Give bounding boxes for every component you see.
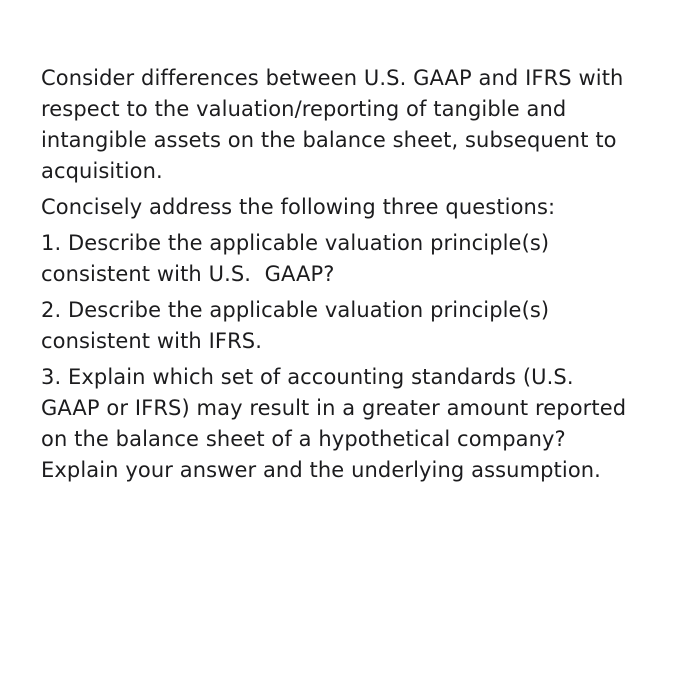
text-line: 2. Describe the applicable valuation principle(s) [41,298,550,322]
text-line: Consider differences between U.S. GAAP and IFRS with [41,66,624,90]
text-line: intangible assets on the balance sheet, subsequent to [41,128,617,152]
text-line: 1. Describe the applicable valuation principle(s) [41,231,550,255]
intro-paragraph [41,63,671,187]
question-2 [41,295,671,357]
text-line: consistent with U.S. GAAP? [41,262,335,286]
question-3 [41,362,671,486]
question-1 [41,228,671,290]
text-line: respect to the valuation/reporting of tangible and [41,97,567,121]
text-line: Concisely address the following three questions: [41,195,556,219]
text-line: acquisition. [41,159,163,183]
text-line: GAAP or IFRS) may result in a greater amount reported [41,396,627,420]
instruction-paragraph [41,192,671,223]
question-text [41,63,671,486]
text-line: Explain your answer and the underlying assumption. [41,458,601,482]
text-line: on the balance sheet of a hypothetical company? [41,427,566,451]
text-line: 3. Explain which set of accounting standards (U.S. [41,365,574,389]
text-line: consistent with IFRS. [41,329,262,353]
